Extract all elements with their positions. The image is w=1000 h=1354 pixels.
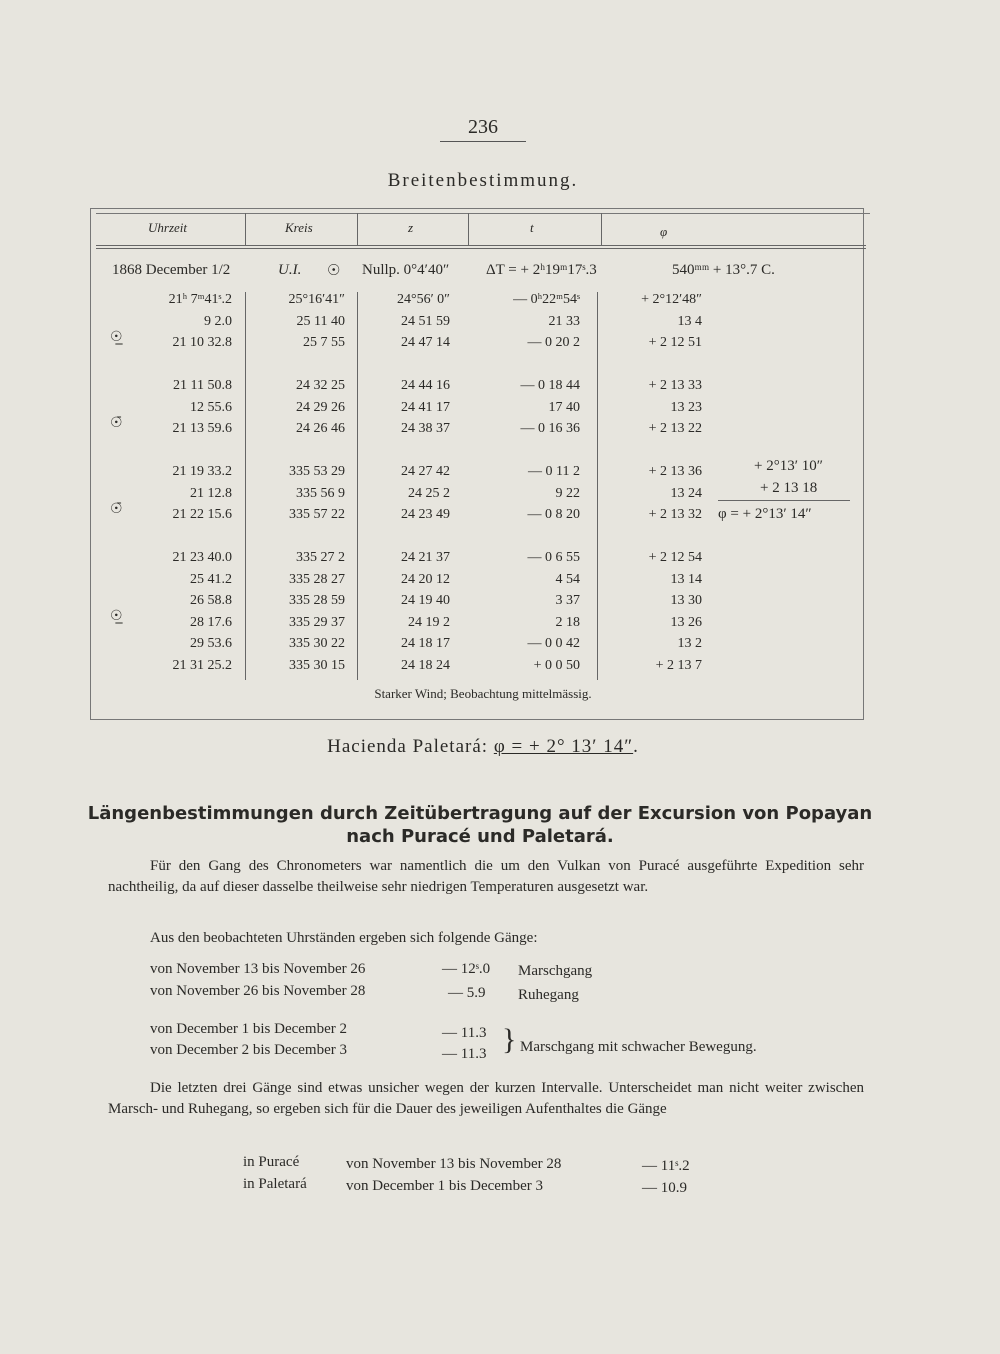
cell-t: 17 40 [548,399,580,415]
cell-uhrzeit: 25 41.2 [190,571,232,587]
page-number-rule [440,141,526,142]
paragraph-3: Die letzten drei Gänge sind etwas unsicher wegen der kurzen Intervalle. Unterscheidet man nicht weiter zwischen Marsch- und Ruhegang, so ergeben sich für die Dauer des jeweiligen Aufenthaltes die Gänge [108,1080,864,1117]
gang-row-2-label: Ruhegang [518,987,579,1003]
cell-uhrzeit: 29 53.6 [190,636,232,651]
gang-row-4-text: von December 2 bis December 3 [150,1042,348,1058]
result-end: . [633,736,639,757]
aufenthalt-1-text: von November 13 bis November 28 [346,1156,562,1172]
header-kreis: Kreis [285,220,313,235]
cell-phi: 13 2 [677,636,702,651]
cell-uhrzeit: 21 22 15.6 [172,507,232,522]
column-divider [245,292,246,680]
cell-z: 24 20 12 [401,571,450,587]
page-number: 236 [468,116,498,138]
summary-result: φ = + 2°13′ 14″ [718,506,812,522]
cell-z: 24 41 17 [401,399,450,415]
delta-t: ΔT = + 2ʰ19ᵐ17ˢ.3 [486,262,597,278]
observation-date: 1868 December 1/2 [112,262,231,278]
result-label: Hacienda Paletará: [327,736,489,757]
cell-t: + 0 0 50 [533,657,580,673]
cell-kreis: 335 53 29 [289,464,345,479]
cell-phi: + 2 13 36 [648,464,702,479]
cell-t: — 0 20 2 [527,335,580,350]
cell-z: 24 23 49 [401,507,450,522]
cell-phi: + 2 12 51 [648,335,702,350]
gang-row-3-text: von December 1 bis December 2 [150,1021,348,1037]
cell-z: 24 51 59 [401,313,450,329]
cell-kreis: 335 27 2 [296,550,345,565]
cell-uhrzeit: 21 13 59.6 [172,421,232,436]
cell-phi: + 2°12′48″ [641,292,702,307]
paragraph-1: Für den Gang des Chronometers war namentlich die um den Vulkan von Puracé ausgeführte Expedition sehr nachtheilig, da auf dieser dasselbe theilweise sehr niedrigen Temperaturen ausgesetzt war. [108,858,864,895]
paragraph-2: Aus den beobachteten Uhrständen ergeben sich folgende Gänge: [150,930,538,946]
cell-uhrzeit: 28 17.6 [190,614,232,630]
table-top-rule [96,213,870,214]
nullpunkt: Nullp. 0°4′40″ [362,262,450,278]
column-divider [597,292,598,680]
cell-phi: + 2 13 7 [655,657,702,673]
cell-t: 21 33 [548,313,580,329]
cell-kreis: 335 29 37 [289,614,345,630]
cell-uhrzeit: 21 19 33.2 [172,464,232,479]
limb-note: U.I. [278,262,302,278]
column-divider [357,292,358,680]
header-z: z [408,220,414,235]
header-t: t [530,220,534,235]
cell-uhrzeit: 26 58.8 [190,593,232,608]
cell-t: — 0ʰ22ᵐ54ˢ [513,292,580,307]
cell-kreis: 335 30 22 [289,636,345,651]
header-rule [96,245,866,246]
cell-kreis: 25 7 55 [303,335,345,350]
aufenthalt-2-value: — 10.9 [642,1180,687,1196]
cell-phi: 13 23 [670,399,702,415]
cell-phi: 13 30 [670,593,702,608]
gang-row-2-text: von November 26 bis November 28 [150,983,366,999]
gang-row-4-value: — 11.3 [442,1046,487,1062]
cell-t: 2 18 [555,614,580,630]
cell-t: 9 22 [555,485,580,501]
section-title: Breitenbestimmung. [387,170,579,191]
cell-uhrzeit: 21 12.8 [190,485,232,501]
cell-kreis: 335 56 9 [296,485,345,501]
cell-z: 24°56′ 0″ [397,292,450,307]
cell-kreis: 25 11 40 [296,313,345,329]
table-note: Starker Wind; Beobachtung mittelmässig. [374,686,592,701]
header-divider [357,213,358,245]
result-line [0,736,966,758]
header-uhrzeit: Uhrzeit [148,220,187,235]
cell-t: — 0 0 42 [527,636,580,651]
header-phi: φ [660,224,668,239]
sun-limb-symbol: ☉̄ [110,414,123,431]
cell-phi: + 2 13 32 [648,507,702,522]
cell-z: 24 38 37 [401,421,450,436]
gang-row-1-value: — 12ˢ.0 [442,961,491,977]
cell-t: 4 54 [555,571,580,587]
cell-kreis: 24 26 46 [296,421,345,436]
cell-z: 24 19 2 [408,614,450,630]
cell-kreis: 25°16′41″ [288,292,345,307]
cell-t: — 0 6 55 [527,550,580,565]
header-divider [468,213,469,245]
cell-uhrzeit: 21ʰ 7ᵐ41ˢ.2 [168,292,232,307]
gang-row-1-label: Marschgang [518,963,593,979]
summary-rule [718,500,850,501]
cell-kreis: 335 30 15 [289,657,345,673]
cell-z: 24 18 24 [401,657,450,673]
section-heading: Längenbestimmungen durch Zeitübertragung auf der Excursion von Popayan nach Puracé und Paletará. [87,803,873,847]
cell-z: 24 19 40 [401,593,450,608]
gang-row-2-value: — 5.9 [448,985,486,1001]
summary-value-1: + 2°13′ 10″ [754,458,823,474]
aufenthalt-1-value: — 11ˢ.2 [642,1158,690,1174]
cell-z: 24 27 42 [401,464,450,479]
cell-kreis: 335 28 59 [289,593,345,608]
cell-kreis: 24 32 25 [296,378,345,393]
cell-uhrzeit: 21 11 50.8 [173,378,232,393]
summary-value-2: + 2 13 18 [760,480,818,496]
cell-phi: 13 4 [677,313,702,329]
cell-uhrzeit: 12 55.6 [190,399,232,415]
sun-symbol: ☉ [327,263,341,279]
cell-phi: 13 14 [670,571,702,587]
cell-uhrzeit: 21 31 25.2 [172,657,232,673]
gang-row-3-value: — 11.3 [442,1025,487,1041]
aufenthalt-1-place: in Puracé [243,1154,300,1170]
cell-uhrzeit: 21 23 40.0 [172,550,232,565]
aufenthalt-2-text: von December 1 bis December 3 [346,1178,544,1194]
barometer-temperature: 540ᵐᵐ + 13°.7 C. [672,262,775,278]
cell-z: 24 47 14 [401,335,450,350]
header-divider [245,213,246,245]
brace-symbol: } [502,1023,517,1056]
cell-z: 24 25 2 [408,485,450,501]
cell-phi: 13 24 [670,485,702,501]
cell-phi: 13 26 [670,614,702,630]
aufenthalt-2-place: in Paletará [243,1176,307,1192]
cell-t: — 0 11 2 [528,464,580,479]
cell-phi: + 2 13 33 [648,378,702,393]
cell-z: 24 44 16 [401,378,450,393]
cell-t: — 0 18 44 [520,378,580,393]
header-divider [601,213,602,245]
sun-limb-symbol: ☉̄ [110,500,123,517]
gang-group-label: Marschgang mit schwacher Bewegung. [520,1039,757,1055]
cell-t: — 0 16 36 [520,421,580,436]
cell-kreis: 335 57 22 [289,507,345,522]
cell-z: 24 21 37 [401,550,450,565]
sun-limb-symbol: ☉̲ [110,608,123,624]
cell-uhrzeit: 21 10 32.8 [172,335,232,350]
sun-limb-symbol: ☉̲ [110,328,123,345]
cell-phi: + 2 12 54 [648,550,702,565]
cell-z: 24 18 17 [401,636,450,651]
cell-kreis: 335 28 27 [289,571,345,587]
cell-t: — 0 8 20 [527,507,580,522]
cell-t: 3 37 [555,593,580,608]
result-value: φ = + 2° 13′ 14″ [493,736,634,757]
cell-uhrzeit: 9 2.0 [204,313,232,329]
header-rule-double [96,248,866,249]
cell-phi: + 2 13 22 [648,421,702,436]
cell-kreis: 24 29 26 [296,399,345,415]
gang-row-1-text: von November 13 bis November 26 [150,961,366,977]
